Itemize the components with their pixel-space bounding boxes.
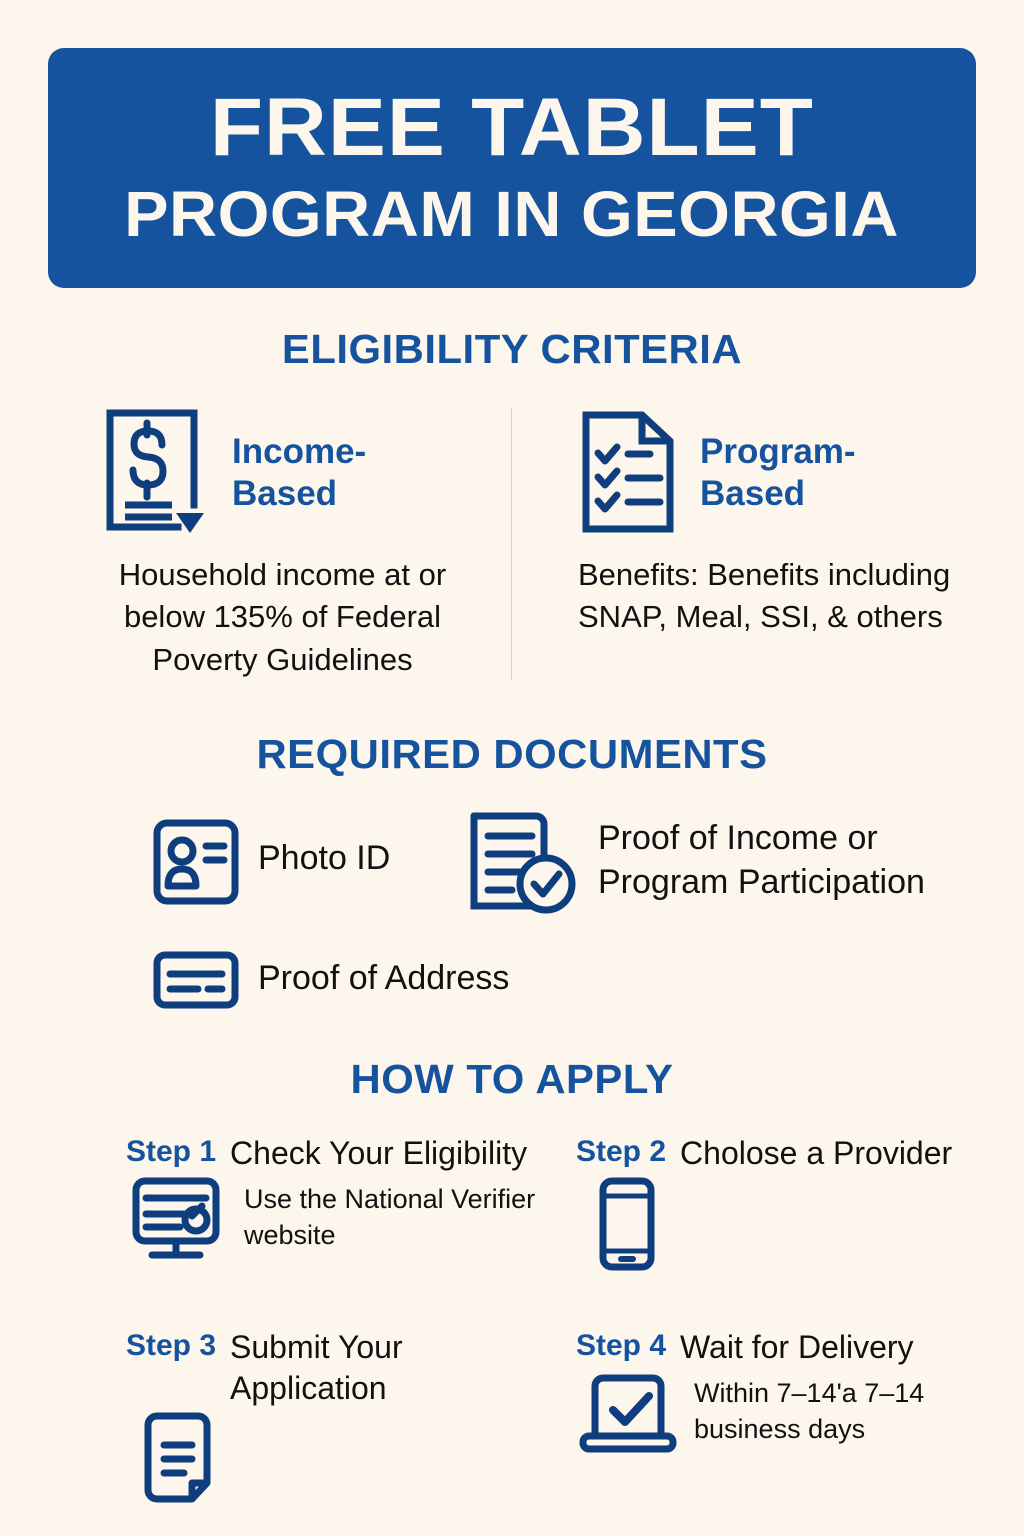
section-heading-apply: HOW TO APPLY (350, 1056, 674, 1102)
eligibility-column-divider (511, 408, 512, 680)
document-lines-icon (140, 1411, 216, 1505)
banner-title-line1: FREE TABLET (209, 82, 814, 174)
step-badge-3: Step 3 (126, 1329, 217, 1362)
apply-step-2 (576, 1133, 1006, 1272)
eligibility-body-income: Household income at or below 135% of Federal Poverty Guidelines (118, 557, 447, 677)
address-card-icon (152, 950, 240, 1010)
document-item-proof-address (152, 950, 509, 1010)
id-card-icon (152, 818, 240, 906)
section-heading-eligibility: ELIGIBILITY CRITERIA (281, 326, 743, 372)
step-badge-1: Step 1 (126, 1135, 217, 1168)
eligibility-title-income: Income-Based (232, 432, 367, 513)
apply-step-4 (576, 1327, 1006, 1458)
step-sub-4: Within 7–14'a 7–14 business days (694, 1377, 925, 1444)
apply-step-3 (126, 1327, 556, 1505)
smartphone-icon (593, 1176, 663, 1272)
step-badge-2: Step 2 (576, 1135, 667, 1168)
monitor-search-icon (130, 1176, 226, 1262)
laptop-check-icon (577, 1370, 679, 1458)
step-sub-1: Use the National Verifier website (244, 1183, 536, 1250)
document-label-proof-income: Proof of Income or Program Participation (598, 819, 925, 902)
document-item-proof-income (462, 808, 958, 920)
step-badge-4: Step 4 (576, 1329, 667, 1362)
eligibility-column-income (100, 405, 500, 681)
step-title-1: Check Your Eligibility (230, 1135, 528, 1171)
document-item-photo-id (152, 818, 390, 906)
eligibility-column-program (578, 405, 978, 639)
document-checklist-icon (578, 409, 678, 537)
title-banner (48, 48, 976, 288)
document-label-proof-address: Proof of Address (258, 959, 510, 997)
eligibility-body-program: Benefits: Benefits including SNAP, Meal, SSI, & others (578, 557, 951, 635)
document-label-photo-id: Photo ID (258, 839, 391, 877)
apply-step-1 (126, 1133, 556, 1262)
document-dollar-arrow-icon (100, 405, 210, 540)
eligibility-title-program: Program-Based (700, 432, 856, 513)
step-title-4: Wait for Delivery (680, 1329, 914, 1365)
step-title-2: Cholose a Provider (680, 1135, 953, 1171)
banner-title-line2: PROGRAM IN GEORGIA (124, 177, 900, 250)
step-title-3: Submit Your Application (230, 1329, 403, 1406)
document-check-circle-icon (462, 808, 580, 920)
section-heading-documents: REQUIRED DOCUMENTS (256, 731, 768, 777)
